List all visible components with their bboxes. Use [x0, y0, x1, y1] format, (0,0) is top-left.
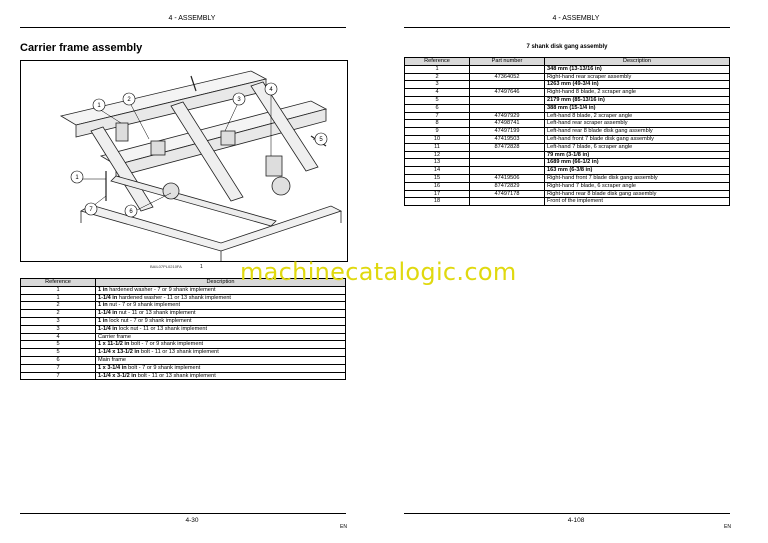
- part-number-cell: 87472828: [470, 143, 545, 151]
- reference-cell: 7: [405, 112, 470, 120]
- table-row: [405, 151, 730, 159]
- reference-cell: 16: [405, 182, 470, 190]
- reference-cell: 4: [405, 89, 470, 97]
- table-row: [21, 310, 346, 318]
- description-text: Main frame: [98, 356, 126, 363]
- table-row: [21, 372, 346, 380]
- table-row: [405, 174, 730, 182]
- header-rule: [404, 27, 730, 28]
- description-size: 1 in: [98, 286, 108, 293]
- description-size: 1-1/4 x 13-1/2 in: [98, 349, 140, 356]
- callout-3: 3: [237, 97, 241, 103]
- description-text: hardened washer - 11 or 13 shank implement: [117, 294, 231, 301]
- description-size: 1 x 11-1/2 in: [98, 341, 130, 348]
- table-row: [405, 135, 730, 143]
- table-row: [405, 128, 730, 136]
- reference-cell: 6: [21, 356, 96, 364]
- description-text: bolt - 7 or 9 shank implement: [129, 341, 204, 348]
- part-number-cell: [470, 104, 545, 112]
- part-number-cell: 87472829: [470, 182, 545, 190]
- footer-rule: [20, 513, 346, 514]
- description-cell: 388 mm (15-1/4 in): [545, 104, 730, 112]
- description-cell: 79 mm (3-1/8 in): [545, 151, 730, 159]
- description-text: Carrier frame: [98, 333, 131, 340]
- reference-cell: 13: [405, 159, 470, 167]
- reference-cell: 8: [405, 120, 470, 128]
- part-number-cell: 47497178: [470, 190, 545, 198]
- part-number-cell: 47419503: [470, 135, 545, 143]
- part-number-cell: [470, 65, 545, 73]
- description-cell: Left-hand front 7 blade disk gang assembly: [545, 135, 730, 143]
- description-size: 1 x 3-1/4 in: [98, 364, 127, 371]
- table-row: [405, 159, 730, 167]
- table-row: [21, 294, 346, 302]
- callout-4: 4: [269, 87, 273, 93]
- reference-cell: 3: [405, 81, 470, 89]
- description-cell: [96, 356, 346, 364]
- part-number-cell: [470, 159, 545, 167]
- footer-rule: [404, 513, 730, 514]
- disk-gang-parts-table: [404, 57, 730, 206]
- footer-language: EN: [340, 524, 347, 530]
- description-cell: Left-hand 8 blade, 2 scraper angle: [545, 112, 730, 120]
- col-description: Description: [96, 279, 346, 287]
- description-size: 1-1/4 x 3-1/2 in: [98, 372, 137, 379]
- carrier-frame-parts-table: [20, 278, 346, 380]
- col-reference: Reference: [405, 58, 470, 66]
- footer-page-number: 4-108: [567, 517, 585, 524]
- col-description: Description: [545, 58, 730, 66]
- callout-7: 7: [89, 207, 93, 213]
- table-row: [21, 317, 346, 325]
- figure-number: 1: [200, 264, 203, 270]
- callout-6: 6: [129, 209, 133, 215]
- reference-cell: 7: [21, 364, 96, 372]
- description-cell: [96, 302, 346, 310]
- reference-cell: 11: [405, 143, 470, 151]
- table-row: [405, 65, 730, 73]
- reference-cell: 14: [405, 167, 470, 175]
- description-cell: [96, 364, 346, 372]
- callout-2: 2: [127, 97, 131, 103]
- description-text: lock nut - 11 or 13 shank implement: [117, 325, 208, 332]
- carrier-frame-figure: [20, 60, 348, 262]
- reference-cell: 5: [405, 96, 470, 104]
- reference-cell: 15: [405, 174, 470, 182]
- description-size: 1 in: [98, 302, 108, 309]
- page-header: 4 - ASSEMBLY: [552, 15, 600, 22]
- reference-cell: 5: [21, 349, 96, 357]
- reference-cell: 1: [21, 286, 96, 294]
- description-cell: Right-hand front 7 blade disk gang assembly: [545, 174, 730, 182]
- table-row: [405, 120, 730, 128]
- table-row: [21, 364, 346, 372]
- figure-caption: BAIL07PL0210FA: [150, 264, 182, 269]
- table-row: [405, 198, 730, 206]
- description-cell: Right-hand rear scraper assembly: [545, 73, 730, 81]
- reference-cell: 2: [405, 73, 470, 81]
- description-cell: [96, 349, 346, 357]
- header-rule: [20, 27, 346, 28]
- page-header: 4 - ASSEMBLY: [168, 15, 216, 22]
- description-size: 1-1/4 in: [98, 294, 118, 301]
- description-cell: Right-hand 7 blade, 6 scraper angle: [545, 182, 730, 190]
- description-cell: 2179 mm (85-13/16 in): [545, 96, 730, 104]
- table-row: [405, 96, 730, 104]
- part-number-cell: [470, 198, 545, 206]
- reference-cell: 6: [405, 104, 470, 112]
- part-number-cell: 47419506: [470, 174, 545, 182]
- table-row: [21, 325, 346, 333]
- col-reference: Reference: [21, 279, 96, 287]
- description-cell: Left-hand 7 blade, 6 scraper angle: [545, 143, 730, 151]
- part-number-cell: 47498741: [470, 120, 545, 128]
- description-text: lock nut - 7 or 9 shank implement: [107, 317, 192, 324]
- description-text: nut - 7 or 9 shank implement: [107, 302, 181, 309]
- reference-cell: 17: [405, 190, 470, 198]
- description-text: bolt - 11 or 13 shank implement: [139, 349, 219, 356]
- reference-cell: 10: [405, 135, 470, 143]
- description-cell: [96, 325, 346, 333]
- footer-page-number: 4-30: [185, 517, 199, 524]
- description-cell: 348 mm (13-13/16 in): [545, 65, 730, 73]
- table-row: [405, 143, 730, 151]
- description-size: 1-1/4 in: [98, 310, 118, 317]
- reference-cell: 3: [21, 317, 96, 325]
- part-number-cell: 47497199: [470, 128, 545, 136]
- reference-cell: 1: [405, 65, 470, 73]
- description-size: 1-1/4 in: [98, 325, 118, 332]
- part-number-cell: [470, 151, 545, 159]
- reference-cell: 3: [21, 325, 96, 333]
- description-cell: 1689 mm (66-1/2 in): [545, 159, 730, 167]
- description-cell: 163 mm (6-3/8 in): [545, 167, 730, 175]
- table-row: [405, 112, 730, 120]
- reference-cell: 2: [21, 302, 96, 310]
- table-row: [405, 182, 730, 190]
- reference-cell: 2: [21, 310, 96, 318]
- part-number-cell: [470, 96, 545, 104]
- part-number-cell: [470, 167, 545, 175]
- reference-cell: 18: [405, 198, 470, 206]
- callout-1: 1: [97, 103, 101, 109]
- table-title: 7 shank disk gang assembly: [526, 44, 608, 50]
- callout-5: 5: [319, 137, 323, 143]
- reference-cell: 1: [21, 294, 96, 302]
- table-row: [405, 89, 730, 97]
- description-cell: Right-hand 8 blade, 2 scraper angle: [545, 89, 730, 97]
- description-text: hardened washer - 7 or 9 shank implement: [107, 286, 216, 293]
- description-size: 1 in: [98, 317, 108, 324]
- description-cell: Right-hand rear 8 blade disk gang assembly: [545, 190, 730, 198]
- description-cell: [96, 310, 346, 318]
- description-text: bolt - 11 or 13 shank implement: [136, 372, 216, 379]
- watermark: machinecatalogic.com: [240, 258, 517, 286]
- part-number-cell: 47497646: [470, 89, 545, 97]
- table-row: [21, 302, 346, 310]
- footer-language: EN: [724, 524, 731, 530]
- reference-cell: 12: [405, 151, 470, 159]
- description-cell: [96, 286, 346, 294]
- table-row: [21, 356, 346, 364]
- description-cell: [96, 317, 346, 325]
- table-row: [405, 167, 730, 175]
- description-cell: Left-hand rear scraper assembly: [545, 120, 730, 128]
- description-cell: 1263 mm (49-3/4 in): [545, 81, 730, 89]
- table-row: [21, 341, 346, 349]
- description-cell: [96, 333, 346, 341]
- part-number-cell: 47497929: [470, 112, 545, 120]
- table-row: [405, 190, 730, 198]
- reference-cell: 7: [21, 372, 96, 380]
- description-cell: [96, 341, 346, 349]
- table-row: [21, 333, 346, 341]
- table-row: [405, 73, 730, 81]
- description-cell: [96, 372, 346, 380]
- description-text: bolt - 7 or 9 shank implement: [126, 364, 201, 371]
- frame-illustration: [21, 61, 347, 261]
- description-text: nut - 11 or 13 shank implement: [117, 310, 196, 317]
- reference-cell: 4: [21, 333, 96, 341]
- description-cell: Left-hand rear 8 blade disk gang assembly: [545, 128, 730, 136]
- table-row: [21, 286, 346, 294]
- description-cell: Front of the implement: [545, 198, 730, 206]
- reference-cell: 5: [21, 341, 96, 349]
- callout-1b: 1: [75, 175, 79, 181]
- table-row: [21, 349, 346, 357]
- description-cell: [96, 294, 346, 302]
- part-number-cell: 47364052: [470, 73, 545, 81]
- reference-cell: 9: [405, 128, 470, 136]
- table-row: [405, 81, 730, 89]
- part-number-cell: [470, 81, 545, 89]
- section-title: Carrier frame assembly: [20, 42, 143, 54]
- table-row: [405, 104, 730, 112]
- col-part-number: Part number: [470, 58, 545, 66]
